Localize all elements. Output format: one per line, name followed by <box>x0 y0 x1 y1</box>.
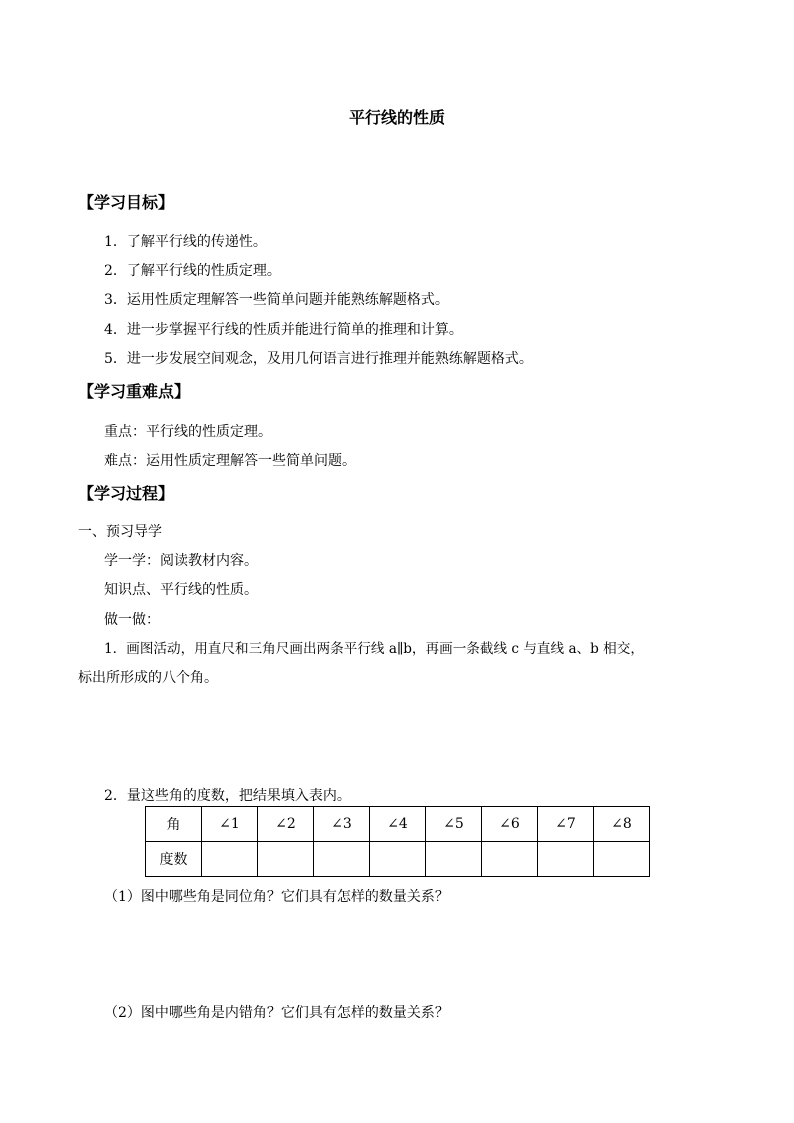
section-heading-goals: 【学习目标】 <box>78 193 175 212</box>
table-row <box>146 807 650 842</box>
table-cell: ∠3 <box>314 807 370 842</box>
table-cell-blank <box>258 842 314 877</box>
table-cell-blank <box>426 842 482 877</box>
table-cell-blank <box>538 842 594 877</box>
question-1-line-1: 1．画图活动，用直尺和三角尺画出两条平行线 a∥b，再画一条截线 c 与直线 a、b 相交， <box>104 641 644 657</box>
goal-item: 5．进一步发展空间观念，及用几何语言进行推理并能熟练解题格式。 <box>104 351 533 367</box>
question-2: 2．量这些角的度数，把结果填入表内。 <box>104 788 351 804</box>
study-text: 学一学：阅读教材内容。 <box>104 553 258 569</box>
section-heading-process: 【学习过程】 <box>78 484 175 503</box>
table-cell-blank <box>314 842 370 877</box>
table-cell-blank <box>482 842 538 877</box>
table-cell: ∠7 <box>538 807 594 842</box>
section-heading-key-points: 【学习重难点】 <box>78 382 191 401</box>
goal-item: 4．进一步掌握平行线的性质并能进行简单的推理和计算。 <box>104 322 463 338</box>
page-title: 平行线的性质 <box>348 108 445 127</box>
table-cell: ∠1 <box>202 807 258 842</box>
part-heading: 一、预习导学 <box>78 524 162 540</box>
table-cell: ∠5 <box>426 807 482 842</box>
sub-question-1: （1）图中哪些角是同位角？它们具有怎样的数量关系？ <box>104 889 449 905</box>
table-cell-blank <box>370 842 426 877</box>
angle-measure-table <box>145 806 650 877</box>
sub-question-2: （2）图中哪些角是内错角？它们具有怎样的数量关系？ <box>104 1005 449 1021</box>
key-point-item: 难点：运用性质定理解答一些简单问题。 <box>104 453 356 469</box>
goal-item: 1．了解平行线的传递性。 <box>104 234 267 250</box>
table-cell: ∠2 <box>258 807 314 842</box>
table-cell-blank <box>594 842 650 877</box>
table-cell-header: 角 <box>146 807 202 842</box>
goal-item: 2．了解平行线的性质定理。 <box>104 263 281 279</box>
goal-item: 3．运用性质定理解答一些简单问题并能熟练解题格式。 <box>104 292 449 308</box>
knowledge-text: 知识点、平行线的性质。 <box>104 582 258 598</box>
table-cell: ∠6 <box>482 807 538 842</box>
question-1-line-2: 标出所形成的八个角。 <box>78 670 218 686</box>
table-cell-blank <box>202 842 258 877</box>
key-point-item: 重点：平行线的性质定理。 <box>104 424 272 440</box>
doit-text: 做一做： <box>104 612 160 628</box>
table-cell: ∠8 <box>594 807 650 842</box>
table-row <box>146 842 650 877</box>
table-cell: ∠4 <box>370 807 426 842</box>
table-cell-header: 度数 <box>146 842 202 877</box>
